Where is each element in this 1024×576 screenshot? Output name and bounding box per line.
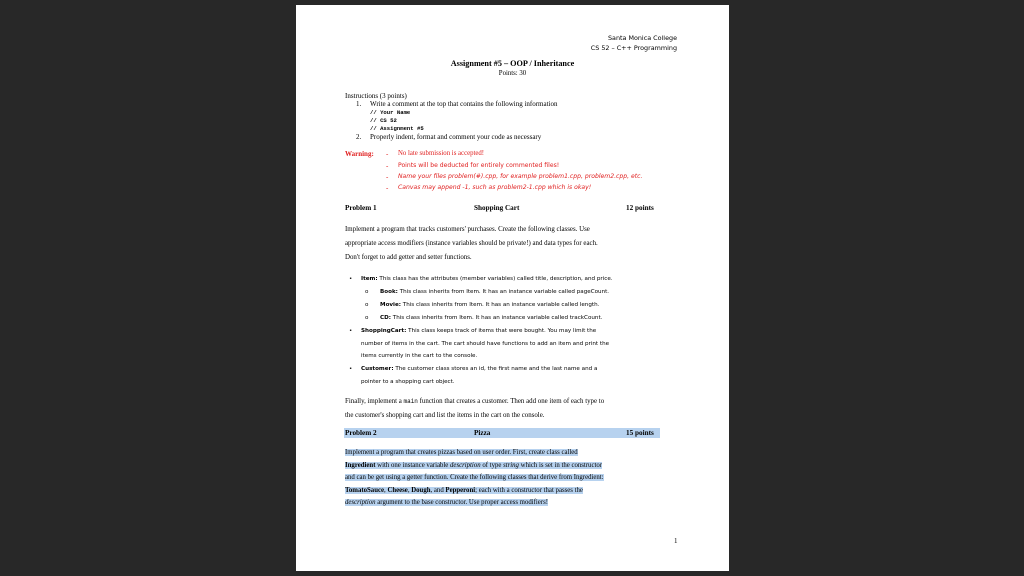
- warning-item-canvas: Canvas may append -1, such as problem2-1.cpp which is okay!: [398, 184, 592, 191]
- class-desc-shoppingcart-3: items currently in the cart to the console.: [361, 353, 478, 360]
- instructions-heading: Instructions (3 points): [345, 92, 407, 100]
- header-college: Santa Monica College: [607, 34, 677, 42]
- instruction-number-2: 2.: [356, 133, 362, 141]
- class-desc-cd: This class inherits from Item. It has an instance variable called trackCount.: [391, 314, 603, 321]
- bullet-dot: •: [349, 276, 353, 282]
- problem1-final: [345, 395, 675, 423]
- class-desc-item: This class has the attributes (member variables) called title, description, and price.: [377, 276, 613, 282]
- warning-dash-4: -: [386, 184, 389, 192]
- final-text-pre: Finally, implement a: [345, 398, 404, 405]
- warning-label: Warning:: [345, 150, 374, 158]
- warning-dash-3: -: [386, 173, 389, 181]
- class-ingredient: Ingredient: [345, 461, 376, 469]
- warning-item-filenames: Name your files problem(#).cpp, for example problem1.cpp, problem2.cpp, etc.: [398, 173, 643, 180]
- text: ,: [407, 486, 412, 494]
- class-name-cd: CD:: [380, 314, 391, 321]
- class-name-item: Item:: [361, 276, 378, 282]
- class-desc-shoppingcart-2: number of items in the cart. The cart should have functions to add an item and print the: [361, 340, 610, 347]
- text: argument to the base constructor. Use proper access modifiers!: [375, 499, 548, 507]
- class-name-customer: Customer:: [361, 366, 394, 373]
- problem2-line-2: [345, 460, 604, 473]
- class-dough: Dough: [411, 486, 431, 494]
- text: which is set in the constructor: [518, 461, 603, 469]
- problem1-intro: [345, 223, 675, 266]
- problem1-final-line-2: the customer's shopping cart and list the items in the cart on the console.: [345, 412, 545, 420]
- instruction-item-1: Write a comment at the top that contains the following information: [370, 100, 558, 108]
- instruction-item-2: Properly indent, format and comment your code as necessary: [370, 133, 542, 141]
- problem1-intro-line-1: Implement a program that tracks customers' purchases. Create the following classes. Use: [345, 226, 590, 233]
- warning-item-commented: Points will be deducted for entirely commented files!: [398, 162, 560, 169]
- problem2-text-1: Implement a program that creates pizzas based on user order. First, create class called: [345, 449, 578, 456]
- class-tomatosauce: TomatoSauce: [345, 486, 385, 494]
- problem1-label: Problem 1: [345, 204, 377, 212]
- list-item-cd: [345, 312, 613, 325]
- bullet-circle: o: [365, 301, 369, 308]
- class-name-shoppingcart: ShoppingCart:: [361, 327, 407, 334]
- class-cheese: Cheese: [387, 486, 408, 494]
- problem2-line-3: [345, 472, 604, 485]
- warning-dash-1: -: [386, 150, 389, 158]
- warning-item-late: No late submission is accepted!: [398, 150, 485, 157]
- problem1-intro-line-3: Don't forget to add getter and setter functions.: [345, 254, 472, 262]
- problem2-label: Problem 2: [345, 429, 377, 437]
- header-course: CS 52 – C++ Programming: [590, 44, 677, 52]
- code-line-course: // CS 52: [370, 117, 397, 124]
- type-string: string: [503, 461, 519, 469]
- list-item-item: [345, 273, 613, 286]
- list-item-movie: [345, 299, 613, 312]
- bullet-circle: o: [365, 288, 369, 295]
- assignment-points: Points: 30: [498, 70, 527, 77]
- class-name-movie: Movie:: [380, 301, 402, 308]
- class-desc-movie: This class inherits from Item. It has an instance variable called length.: [401, 301, 600, 308]
- list-item-customer: [345, 363, 613, 389]
- problem1-final-line-1: [345, 395, 675, 409]
- text: with one instance variable: [375, 461, 451, 469]
- assignment-title: Assignment #5 – OOP / Inheritance: [450, 59, 575, 68]
- text: ,: [384, 486, 388, 494]
- document-page: [296, 5, 729, 571]
- problem2-line-5: [345, 497, 604, 510]
- problem1-points: 12 points: [626, 204, 654, 212]
- class-pepperoni: Pepperoni: [445, 486, 476, 494]
- problem2-heading-highlight: [344, 428, 660, 438]
- problem2-line-1: [345, 447, 604, 460]
- problem1-name: Shopping Cart: [474, 204, 520, 212]
- problem2-name: Pizza: [474, 429, 491, 437]
- code-line-assignment: // Assignment #5: [370, 125, 424, 132]
- text: , and: [430, 486, 446, 494]
- problem2-line-4: [345, 485, 604, 498]
- class-desc-customer-1: The customer class stores an id, the first name and the last name and a: [393, 366, 598, 373]
- problem1-class-list: [345, 273, 613, 389]
- list-item-shoppingcart: [345, 325, 613, 364]
- bullet-dot: •: [349, 327, 353, 334]
- final-code-main: main: [403, 398, 418, 405]
- class-desc-shoppingcart-1: This class keeps track of items that were bought. You may limit the: [406, 327, 597, 334]
- bullet-dot: •: [349, 366, 353, 373]
- list-item-book: [345, 286, 613, 299]
- instruction-number-1: 1.: [356, 100, 362, 108]
- class-desc-customer-2: pointer to a shopping cart object.: [361, 379, 455, 386]
- problem2-body: [345, 447, 604, 510]
- problem1-intro-line-2: appropriate access modifiers (instance variables should be private!) and data types for each.: [345, 240, 598, 248]
- code-line-name: // Your Name: [370, 109, 411, 116]
- problem2-text-3: and can be get using a getter function. Create the following classes that derive from Ingredient:: [345, 474, 604, 482]
- final-text-post: function that creates a customer. Then add one item of each type to: [417, 398, 605, 405]
- arg-description: description: [345, 499, 376, 507]
- text: of type: [480, 461, 504, 469]
- var-description: description: [450, 461, 481, 469]
- warning-dash-2: -: [386, 162, 389, 170]
- class-name-book: Book:: [380, 288, 398, 295]
- problem2-points: 15 points: [626, 429, 654, 437]
- page-number: 1: [674, 537, 678, 545]
- class-desc-book: This class inherits from Item. It has an instance variable called pageCount.: [397, 288, 610, 295]
- text: ; each with a constructor that passes the: [475, 486, 583, 494]
- bullet-circle: o: [365, 314, 369, 321]
